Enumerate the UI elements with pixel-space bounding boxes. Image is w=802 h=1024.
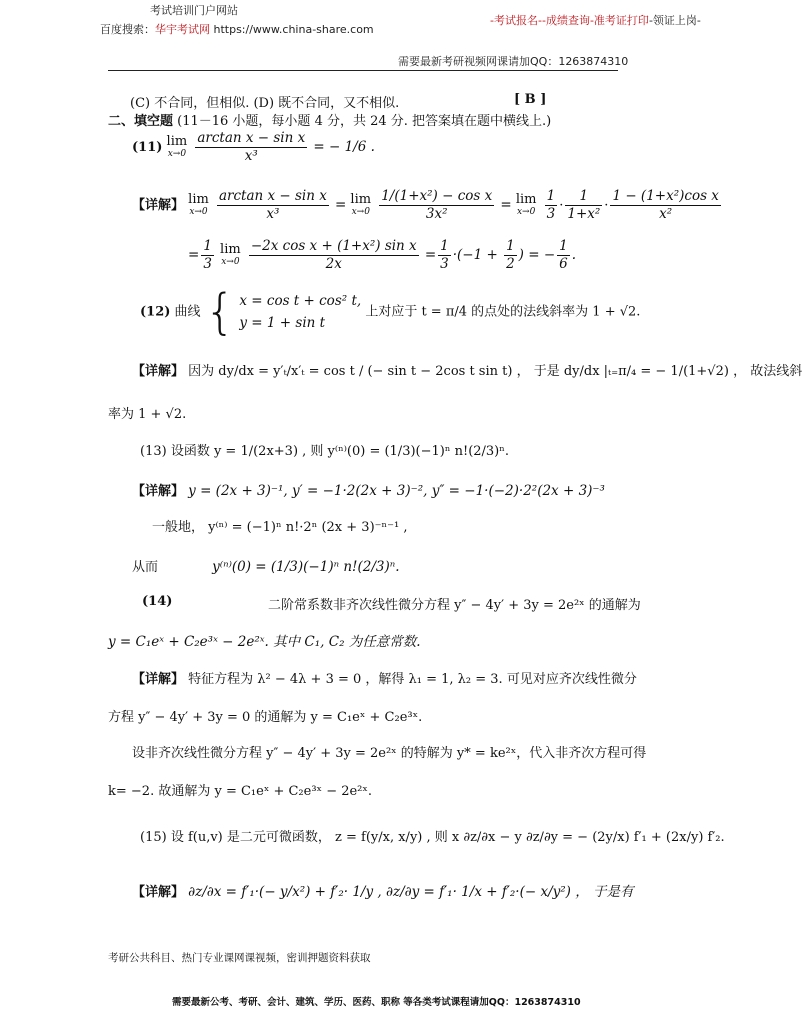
q14-detail-4: k= −2. 故通解为 y = C₁eˣ + C₂e³ˣ − 2e²ˣ. bbox=[108, 784, 373, 799]
header-divider bbox=[108, 70, 618, 71]
options-row: (C) 不合同，但相似. (D) 既不合同，又不相似. bbox=[130, 96, 400, 111]
search-label: 百度搜索： bbox=[100, 23, 155, 36]
section-heading bbox=[108, 110, 551, 129]
q12-label: (12) bbox=[140, 304, 171, 320]
q14-text: 二阶常系数非齐次线性微分方程 y″ − 4y′ + 3y = 2e²ˣ 的通解为 bbox=[268, 598, 641, 613]
nav-link-tail: - bbox=[696, 14, 701, 27]
q14-answer: y = C₁eˣ + C₂e³ˣ − 2e²ˣ. 其中 C₁, C₂ 为任意常数. bbox=[108, 634, 421, 650]
q15-detail: 【详解】 ∂z/∂x = f′₁·(− y/x²) + f′₂· 1/y , ∂z/∂y = f′₁· 1/x + f′₂·(− x/y²) ， 于是有 bbox=[132, 884, 634, 900]
detail-label: 【详解】 bbox=[132, 198, 185, 213]
answer-marker: [ B ] bbox=[514, 92, 547, 107]
q14-detail-2: 方程 y″ − 4y′ + 3y = 0 的通解为 y = C₁eˣ + C₂e³ˣ. bbox=[108, 710, 423, 725]
nav-link-license[interactable]: -领证上岗 bbox=[648, 14, 697, 27]
section-desc: (11－16 小题，每小题 4 分，共 24 分. 把答案填在题中横线上.) bbox=[173, 114, 552, 129]
footer-note: 考研公共科目、热门专业课网课视频，密训押题资料获取 bbox=[108, 952, 371, 964]
q11-detail-line2: = $\frac{1}{3}$ lim x→0 $\frac{\text{−2x cos x + (1+x²) sin x}}{2x}$ = $\frac{1}{3}$ ·(−1 + $\frac{1}{2}$ ) = − $\frac{1}{6}$ . bbox=[188, 238, 577, 272]
q12-eq-x: x = cos t + cos² t, bbox=[239, 293, 362, 309]
q13-detail: 【详解】 y = (2x + 3)⁻¹, y′ = −1·2(2x + 3)⁻², y″ = −1·(−2)·2²(2x + 3)⁻³ bbox=[132, 483, 605, 499]
question-13: (13) 设函数 y = 1/(2x+3) , 则 y⁽ⁿ⁾(0) = (1/3)(−1)ⁿ n!(2/3)ⁿ. bbox=[140, 444, 510, 459]
section-title: 二、填空题 bbox=[108, 114, 174, 129]
footer-bottom: 需要最新公考、考研、会计、建筑、学历、医药、职称 等各类考试课程请加QQ：1263874310 bbox=[172, 997, 581, 1008]
portal-title: 考试培训门户网站 bbox=[150, 4, 238, 17]
q14-label: (14) bbox=[142, 594, 173, 609]
q12-detail-text: 因为 dy/dx = y′ₜ/x′ₜ = cos t / (− sin t − 2cos t sin t) ， 于是 dy/dx |ₜ₌π/₄ = − 1/(1+√2) ， 故法线斜 bbox=[188, 364, 802, 379]
site-url-link[interactable]: https://www.china-share.com bbox=[213, 23, 374, 36]
question-11: (11) lim x→0 $\frac{\text{arctan x − sin x}}{\text{x³}}$ = − 1/6 . bbox=[132, 130, 375, 164]
search-line bbox=[100, 21, 374, 37]
q13-general: 一般地， y⁽ⁿ⁾ = (−1)ⁿ n!·2ⁿ (2x + 3)⁻ⁿ⁻¹ , bbox=[152, 520, 408, 535]
q14-detail-3: 设非齐次线性微分方程 y″ − 4y′ + 3y = 2e²ˣ 的特解为 y* = ke²ˣ，代入非齐次方程可得 bbox=[132, 746, 647, 761]
q11-rhs: = − 1/6 . bbox=[313, 139, 375, 155]
q13-detail-text: y = (2x + 3)⁻¹, y′ = −1·2(2x + 3)⁻², y″ = −1·(−2)·2²(2x + 3)⁻³ bbox=[188, 483, 605, 499]
nav-link-ticket[interactable]: -准考证打印 bbox=[589, 14, 649, 27]
q13-thus bbox=[132, 556, 400, 575]
q13-thus-label: 从而 bbox=[132, 560, 159, 575]
nav-links: -考试报名--成绩查询-准考证打印-领证上岗- bbox=[490, 14, 701, 27]
question-15: (15) 设 f(u,v) 是二元可微函数， z = f(y/x, x/y) , 则 x ∂z/∂x − y ∂z/∂y = − (2y/x) f′₁ + (2x/y) f′₂. bbox=[140, 830, 725, 845]
q12-detail: 【详解】 因为 dy/dx = y′ₜ/x′ₜ = cos t / (− sin t − 2cos t sin t) ， 于是 dy/dx |ₜ₌π/₄ = − 1/(1+√2) ， 故法线斜 bbox=[132, 364, 802, 379]
q12-text: 曲线 bbox=[174, 304, 201, 320]
nav-link-register[interactable]: -考试报名 bbox=[490, 14, 538, 27]
nav-link-score[interactable]: -成绩查询 bbox=[541, 14, 590, 27]
q11-label: (11) bbox=[132, 140, 163, 155]
question-12: (12) 曲线 { x = cos t + cos² t, y = 1 + sin t 上对应于 t = π/4 的点处的法线斜率为 1 + √2. bbox=[140, 284, 641, 340]
search-term-link[interactable]: 华宇考试网 bbox=[155, 23, 210, 36]
q11-detail: 【详解】 lim x→0 $\frac{\text{arctan x − sin x}}{\text{x³}}$ = lim x→0 $\frac{\text{1/(1+x²) − cos x}}{\text{3x²}}$ = lim x→0 $\frac{1}{3}$ · $\frac{1}{\text{1+x²}}$ · $\frac{\text{1 − (1+x²)cos x}}{\text{x²}}$ bbox=[132, 188, 719, 222]
q11-fraction: $\frac{\text{arctan x − sin x}}{\text{x³}}$ bbox=[197, 130, 306, 164]
q12-tail: 上对应于 t = π/4 的点处的法线斜率为 1 + √2. bbox=[365, 304, 641, 320]
q13-thus-formula: y⁽ⁿ⁾(0) = (1/3)(−1)ⁿ n!(2/3)ⁿ. bbox=[212, 559, 400, 575]
qq-notice: 需要最新考研视频网课请加QQ：1263874310 bbox=[398, 55, 629, 68]
q12-eq-y: y = 1 + sin t bbox=[239, 315, 326, 331]
q14-detail-1: 【详解】 特征方程为 λ² − 4λ + 3 = 0 ，解得 λ₁ = 1, λ₂ = 3. 可见对应齐次线性微分 bbox=[132, 672, 637, 687]
q12-detail-line2: 率为 1 + √2. bbox=[108, 407, 187, 422]
